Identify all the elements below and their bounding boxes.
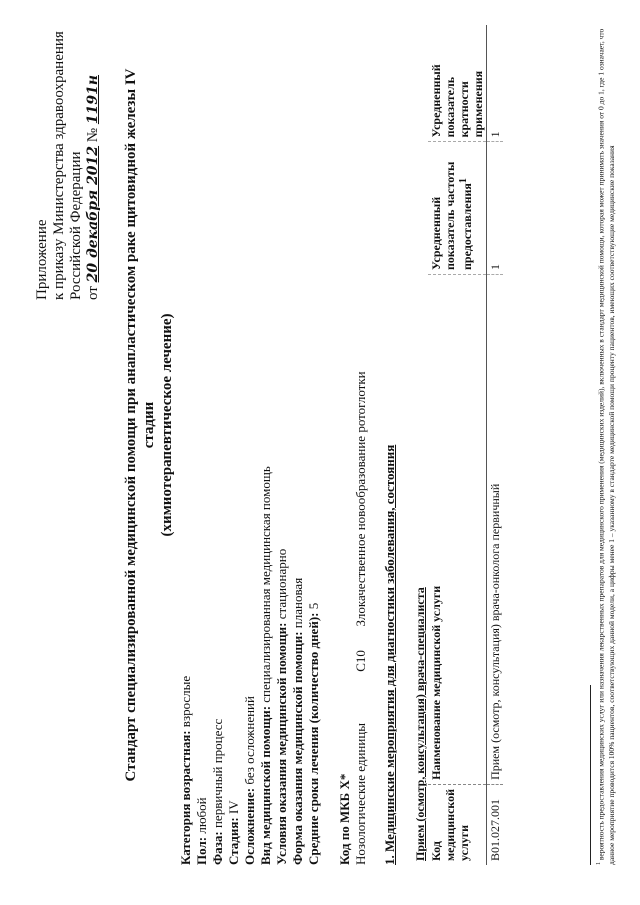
mkb-heading: Код по МКБ X*: [337, 773, 352, 865]
title-line-1: Стандарт специализированной медицинской помощи при анапластическом раке щитовидной железы IV стадии: [123, 68, 157, 782]
subgroup-row: [412, 25, 428, 865]
param-row: Условия оказания медицинской помощи: стационарно: [274, 548, 289, 865]
appendix-line-2: к приказу Министерства здравоохранения: [51, 31, 67, 300]
table-row: [487, 25, 504, 865]
services-table: [412, 25, 503, 865]
cell-frequency: 1: [487, 142, 504, 275]
number-prefix: №: [85, 127, 101, 143]
mkb-code: C10: [353, 650, 368, 672]
subgroup-title: Прием (осмотр, консультация) врача-специалиста: [413, 587, 427, 861]
param-row: Категория возрастная: взрослые: [178, 675, 193, 865]
param-row: Осложнение: без осложнений: [242, 696, 257, 865]
footnote-text: вероятность предоставления медицинских услуг или назначения лекарственных препаратов для медицинского применения (медицинских изделий), включенных в стандарт медицинской помощи, которая может принимать значения от 0 до 1, где 1 означает, что данное мероприятие проводится 100% пациентов, соответствующих данной модели, а цифры менее 1 – указанному в стандарте медицинской помощи проценту пациентов, имеющих соответствующие медицинские показания: [596, 28, 616, 865]
col-header-name: Наименование медицинской услуги: [428, 274, 487, 784]
appendix-date-line: [85, 15, 102, 300]
footnote-divider: [590, 685, 591, 865]
param-row: Вид медицинской помощи: специализированная медицинская помощь: [258, 466, 273, 865]
title-line-2: (химиотерапевтическое лечение): [159, 313, 175, 537]
standard-title: [122, 65, 176, 785]
mkb-block: [337, 265, 369, 865]
table-header-row: [428, 25, 487, 865]
mkb-row: [353, 265, 369, 865]
param-row: Средние сроки лечения (количество дней): 5: [306, 602, 321, 865]
param-row: Форма оказания медицинской помощи: плановая: [290, 577, 305, 865]
footnote-mark: 1: [596, 862, 602, 865]
footnote-ref: 1: [458, 178, 469, 184]
cell-name: Прием (осмотр, консультация) врача-онколога первичный: [487, 274, 504, 784]
param-row: Стадия: IV: [226, 800, 241, 865]
footnote: [594, 15, 617, 865]
mkb-label: Нозологические единицы: [353, 722, 368, 865]
param-row: Фаза: первичный процесс: [210, 718, 225, 865]
col-header-multiplicity: Усредненный показатель кратности применения: [428, 25, 487, 142]
handwritten-date: 20 декабря 2012: [85, 145, 101, 283]
patient-model-params: [178, 265, 322, 865]
col-header-code: Код медицинской услуги: [428, 784, 487, 865]
param-row: Пол: любой: [194, 797, 209, 865]
mkb-description: Злокачественное новообразование ротоглотки: [353, 371, 368, 627]
date-prefix: от: [85, 286, 101, 300]
col-header-frequency: Усредненный показатель частоты предоставления$^1$: [428, 142, 487, 275]
handwritten-number: 1191н: [85, 74, 101, 125]
cell-code: B01.027.001: [487, 784, 504, 865]
section-title: 1. Медицинские мероприятия для диагностики заболевания, состояния: [382, 444, 397, 865]
appendix-line-1: Приложение: [34, 219, 50, 300]
appendix-line-3: Российской Федерации: [68, 151, 84, 300]
cell-multiplicity: 1: [488, 131, 502, 138]
appendix-block: [34, 15, 102, 300]
